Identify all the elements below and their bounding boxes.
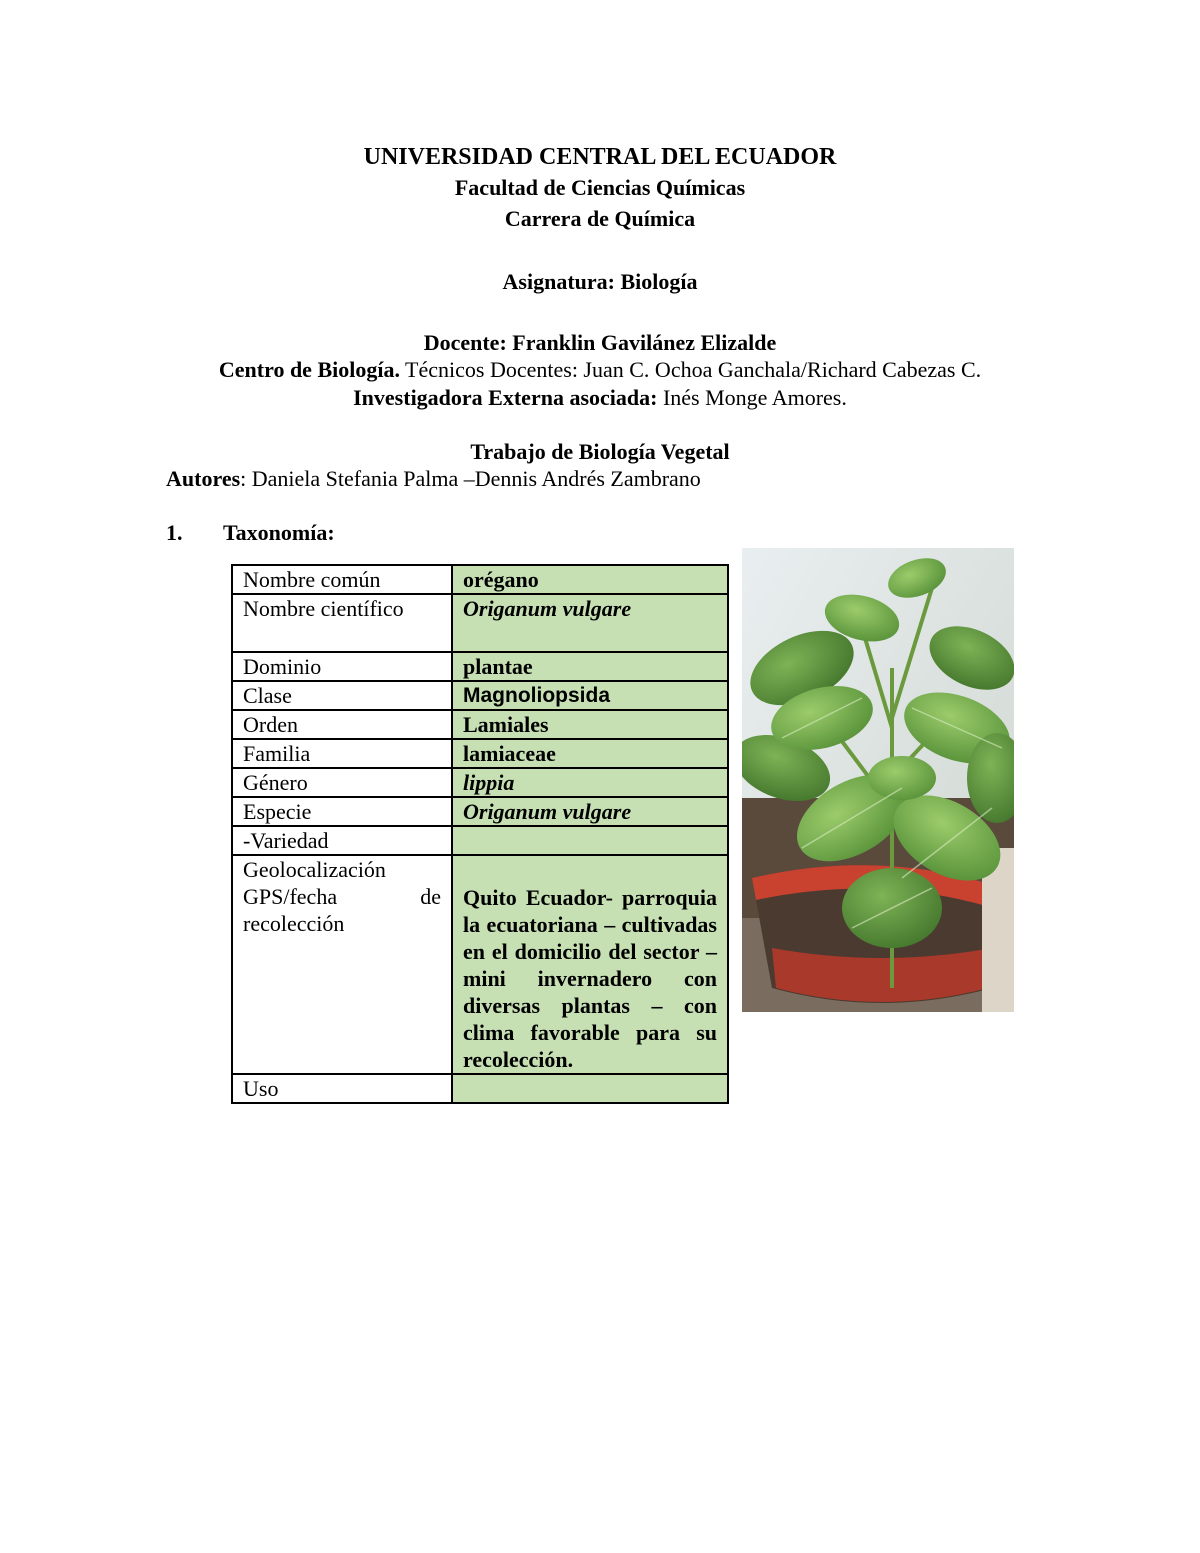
table-row	[232, 739, 728, 768]
row-value: Lamiales	[452, 710, 728, 739]
table-row	[232, 1074, 728, 1103]
geo-label-line: recolección	[243, 911, 345, 936]
table-row	[232, 710, 728, 739]
row-value: Origanum vulgare	[452, 594, 728, 652]
row-label: Familia	[232, 739, 452, 768]
row-label: Dominio	[232, 652, 452, 681]
researcher-text: Inés Monge Amores.	[657, 385, 847, 410]
row-label: Clase	[232, 681, 452, 710]
table-row	[232, 855, 728, 1074]
row-label: -Variedad	[232, 826, 452, 855]
authors-line	[166, 465, 701, 493]
row-value: lamiaceae	[452, 739, 728, 768]
oregano-plant-photo	[742, 548, 1014, 1012]
faculty-title: Facultad de Ciencias Químicas	[454, 175, 746, 200]
geo-label-line: Geolocalización	[243, 857, 386, 882]
row-value: lippia	[452, 768, 728, 797]
row-label: Nombre común	[232, 565, 452, 594]
table-row	[232, 826, 728, 855]
university-title: UNIVERSIDAD CENTRAL DEL ECUADOR	[363, 144, 837, 170]
row-label: Especie	[232, 797, 452, 826]
geo-label-line: GPS/fecha	[243, 884, 338, 909]
row-label-geolocation	[232, 855, 452, 1074]
row-value-geolocation: Quito Ecuador- parroquia la ecuatoriana – cultivadas en el domicilio del sector – mini invernadero con diversas plantas – con clima favorable para su recolección.	[452, 855, 728, 1074]
center-line	[0, 356, 1200, 384]
table-row	[232, 565, 728, 594]
table-row	[232, 652, 728, 681]
table-row	[232, 681, 728, 710]
researcher-line	[0, 384, 1200, 412]
center-label: Centro de Biología.	[218, 357, 400, 382]
row-value	[452, 1074, 728, 1103]
table-row	[232, 797, 728, 826]
row-label: Nombre científico	[232, 594, 452, 652]
row-value: plantae	[452, 652, 728, 681]
career-title: Carrera de Química	[504, 206, 696, 231]
row-label: Orden	[232, 710, 452, 739]
geo-label-line: de	[420, 884, 441, 909]
row-value: Magnoliopsida	[452, 681, 728, 710]
subject-title: Asignatura: Biología	[502, 269, 698, 294]
table-row	[232, 768, 728, 797]
table-row	[232, 594, 728, 652]
authors-label: Autores	[166, 466, 241, 491]
researcher-label: Investigadora Externa asociada:	[353, 385, 658, 410]
center-text: Técnicos Docentes: Juan C. Ochoa Ganchala/Richard Cabezas C.	[399, 357, 982, 382]
geo-label-split	[243, 883, 441, 910]
row-label: Uso	[232, 1074, 452, 1103]
work-title: Trabajo de Biología Vegetal	[470, 439, 730, 464]
row-label: Género	[232, 768, 452, 797]
authors-text: : Daniela Stefania Palma –Dennis Andrés Zambrano	[240, 466, 701, 491]
taxonomy-table	[231, 564, 729, 1104]
section-title: Taxonomía:	[223, 520, 335, 545]
teacher-line: Docente: Franklin Gavilánez Elizalde	[423, 330, 777, 355]
section-number: 1.	[166, 520, 183, 545]
row-value	[452, 826, 728, 855]
row-value: orégano	[452, 565, 728, 594]
row-value: Origanum vulgare	[452, 797, 728, 826]
